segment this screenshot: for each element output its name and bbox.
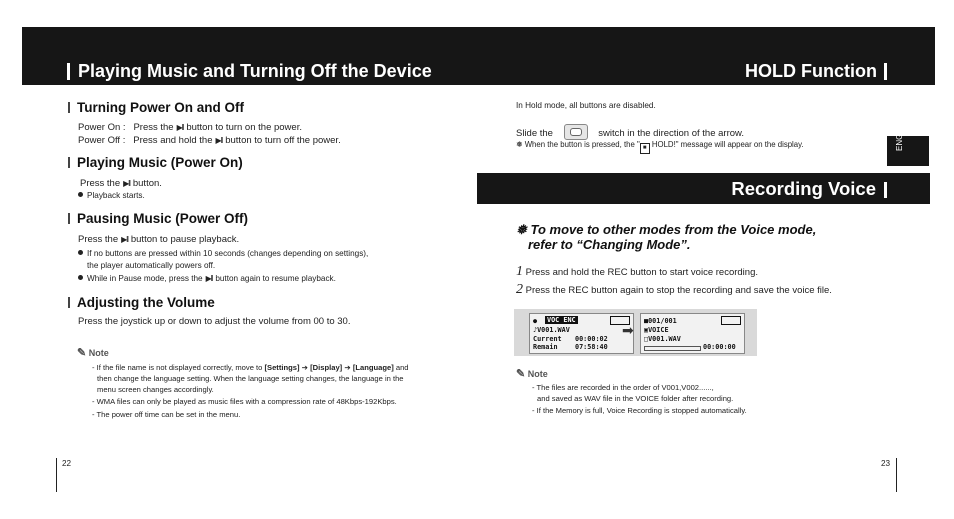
pausing-bullet-1-cont: the player automatically powers off. xyxy=(87,261,216,270)
left-note-item-1-l2: then change the language setting. When the language setting changes, the language in the xyxy=(97,374,404,383)
right-page-number: 23 xyxy=(881,459,891,468)
hold-note: ❅ When the button is pressed, the " ■ HOLD!" message will appear on the display. xyxy=(516,140,804,154)
adjusting-volume-text: Press the joystick up or down to adjust the volume from 00 to 30. xyxy=(78,316,351,327)
lcd-screens xyxy=(514,309,757,356)
arrow-right-icon: ➡ xyxy=(622,322,634,338)
hold-line-1: In Hold mode, all buttons are disabled. xyxy=(516,101,656,110)
play-pause-icon: ▶ll xyxy=(215,136,223,145)
lcd-time: 00:00:00 xyxy=(703,343,736,351)
play-pause-icon: ▶ll xyxy=(205,274,213,283)
playing-music-heading: Playing Music (Power On) xyxy=(68,155,243,170)
turning-power-heading: Turning Power On and Off xyxy=(68,100,244,115)
right-note-item-1: - The files are recorded in the order of V001,V002......, xyxy=(532,383,714,392)
pausing-bullet-2: While in Pause mode, press the ▶ll button again to resume playback. xyxy=(78,274,336,283)
lcd-saved-file: □V001.WAV xyxy=(644,335,681,343)
power-off-line: Power Off : Press and hold the ▶ll button to turn off the power. xyxy=(78,135,341,146)
mode-hint-line-2: refer to “Changing Mode”. xyxy=(528,237,691,252)
left-note-item-1: - If the file name is not displayed correctly, move to [Settings] ➔ [Display] ➔ [Language] and xyxy=(92,363,409,372)
record-dot-icon: ● xyxy=(533,317,538,325)
lcd-mode-badge: VOC ENC xyxy=(547,316,576,324)
step-1: 1 Press and hold the REC button to start voice recording. xyxy=(516,264,758,279)
left-note-label: ✎ Note xyxy=(77,347,109,359)
lcd-folder: ▣VOICE xyxy=(644,326,669,334)
play-pause-icon: ▶ll xyxy=(123,179,130,188)
lcd-file-index: ■001/001 xyxy=(644,317,677,325)
lcd-remain-label: Remain xyxy=(533,343,558,351)
lcd-file-name: ♪V001.WAV xyxy=(533,326,570,334)
lcd-saved-screen xyxy=(640,313,745,354)
right-title-marker xyxy=(884,63,887,80)
left-note-item-2: - WMA files can only be played as music files with a compression rate of 48Kbps-192Kbps. xyxy=(92,397,397,406)
playing-music-bullet: Playback starts. xyxy=(78,191,145,200)
adjusting-volume-heading: Adjusting the Volume xyxy=(68,295,215,310)
right-page-rule xyxy=(896,458,897,492)
right-note-label: ✎ Note xyxy=(516,368,548,380)
pausing-music-line: Press the ▶ll button to pause playback. xyxy=(78,234,240,245)
left-page-number: 22 xyxy=(62,459,72,468)
hold-slide-line: Slide the switch in the direction of the arrow. xyxy=(516,124,744,140)
playing-music-line: Press the ▶ll button. xyxy=(80,178,162,189)
lcd-remain-value: 07:58:40 xyxy=(575,343,608,351)
language-tab: ENG xyxy=(887,136,929,166)
play-pause-icon: ▶ll xyxy=(121,235,128,244)
left-note-item-1-l3: menu screen changes accordingly. xyxy=(97,385,214,394)
battery-icon xyxy=(721,316,741,325)
pencil-note-icon: ✎ xyxy=(77,347,87,359)
play-pause-icon: ▶ll xyxy=(176,123,184,132)
left-note-item-3: - The power off time can be set in the menu. xyxy=(92,410,241,419)
arrow-right-icon: ➔ xyxy=(301,363,308,372)
right-note-item-1-l2: and saved as WAV file in the VOICE folder after recording. xyxy=(537,394,734,403)
pausing-bullet-1: If no buttons are pressed within 10 seconds (changes depending on settings), xyxy=(78,249,368,258)
left-page-title: Playing Music and Turning Off the Device xyxy=(78,61,432,81)
left-page-rule xyxy=(56,458,57,492)
lcd-recording-screen xyxy=(529,313,634,354)
step-2: 2 Press the REC button again to stop the recording and save the voice file. xyxy=(516,282,832,297)
right-page-title: HOLD Function xyxy=(745,61,877,81)
lcd-progress-bar xyxy=(644,346,701,351)
lcd-current-value: 00:00:02 xyxy=(575,335,608,343)
left-title-marker xyxy=(67,63,70,80)
arrow-right-icon: ➔ xyxy=(344,363,351,372)
lock-icon: ■ xyxy=(640,143,650,154)
pausing-music-heading: Pausing Music (Power Off) xyxy=(68,211,248,226)
mode-hint-line-1: ❅ To move to other modes from the Voice mode, xyxy=(516,222,817,237)
lcd-current-label: Current xyxy=(533,335,562,343)
hold-switch-icon xyxy=(564,124,588,140)
recording-title: Recording Voice xyxy=(731,178,876,199)
power-on-line: Power On : Press the ▶ll button to turn on the power. xyxy=(78,122,302,133)
right-note-item-2: - If the Memory is full, Voice Recording is stopped automatically. xyxy=(532,406,747,415)
recording-title-marker xyxy=(884,182,887,198)
pencil-note-icon: ✎ xyxy=(516,368,526,380)
